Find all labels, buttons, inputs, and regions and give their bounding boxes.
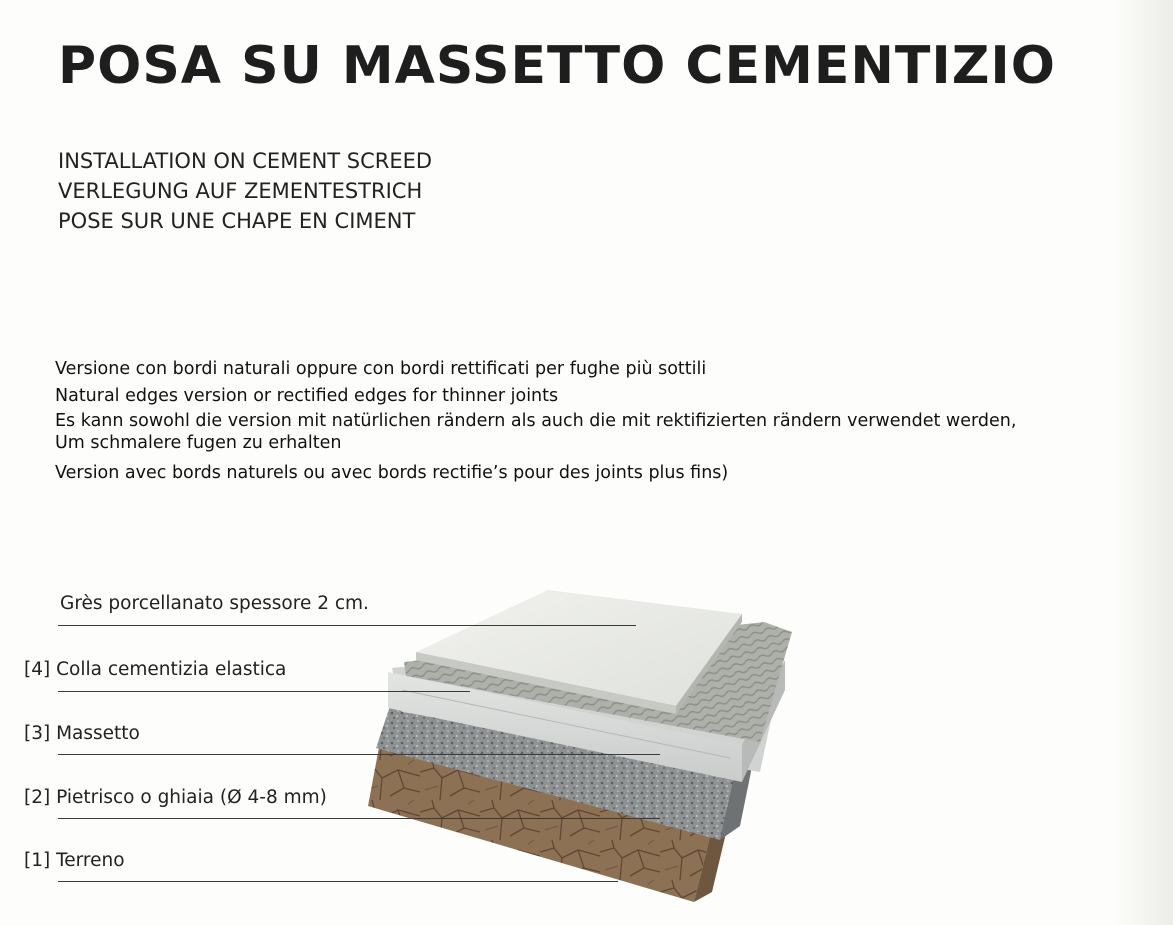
subtitle-german: VERLEGUNG AUF ZEMENTESTRICH xyxy=(58,179,423,203)
leader-line-soil xyxy=(58,881,618,882)
label-gravel: [2] Pietrisco o ghiaia (Ø 4-8 mm) xyxy=(24,787,327,808)
label-screed: [3] Massetto xyxy=(24,723,140,744)
subtitle-english: INSTALLATION ON CEMENT SCREED xyxy=(58,149,433,173)
label-adhesive: [4] Colla cementizia elastica xyxy=(24,659,287,680)
label-soil: [1] Terreno xyxy=(24,850,125,871)
description-german-line1: Es kann sowohl die version mit natürlichen rändern als auch die mit rektifizierten rändern verwendet werden, xyxy=(55,411,1017,431)
leader-line-tile xyxy=(58,625,636,626)
leader-line-gravel xyxy=(58,818,660,819)
description-german-line2: Um schmalere fugen zu erhalten xyxy=(55,433,342,453)
label-tile: Grès porcellanato spessore 2 cm. xyxy=(60,593,369,614)
description-french: Version avec bords naturels ou avec bords rectifie’s pour des joints plus fins) xyxy=(55,463,729,483)
description-italian: Versione con bordi naturali oppure con bordi rettificati per fughe più sottili xyxy=(55,359,707,379)
leader-line-screed xyxy=(58,754,660,755)
subtitle-french: POSE SUR UNE CHAPE EN CIMENT xyxy=(58,209,416,233)
leader-line-adhesive xyxy=(58,691,470,692)
description-english: Natural edges version or rectified edges for thinner joints xyxy=(55,386,559,406)
page-title: POSA SU MASSETTO CEMENTIZIO xyxy=(58,36,1056,96)
